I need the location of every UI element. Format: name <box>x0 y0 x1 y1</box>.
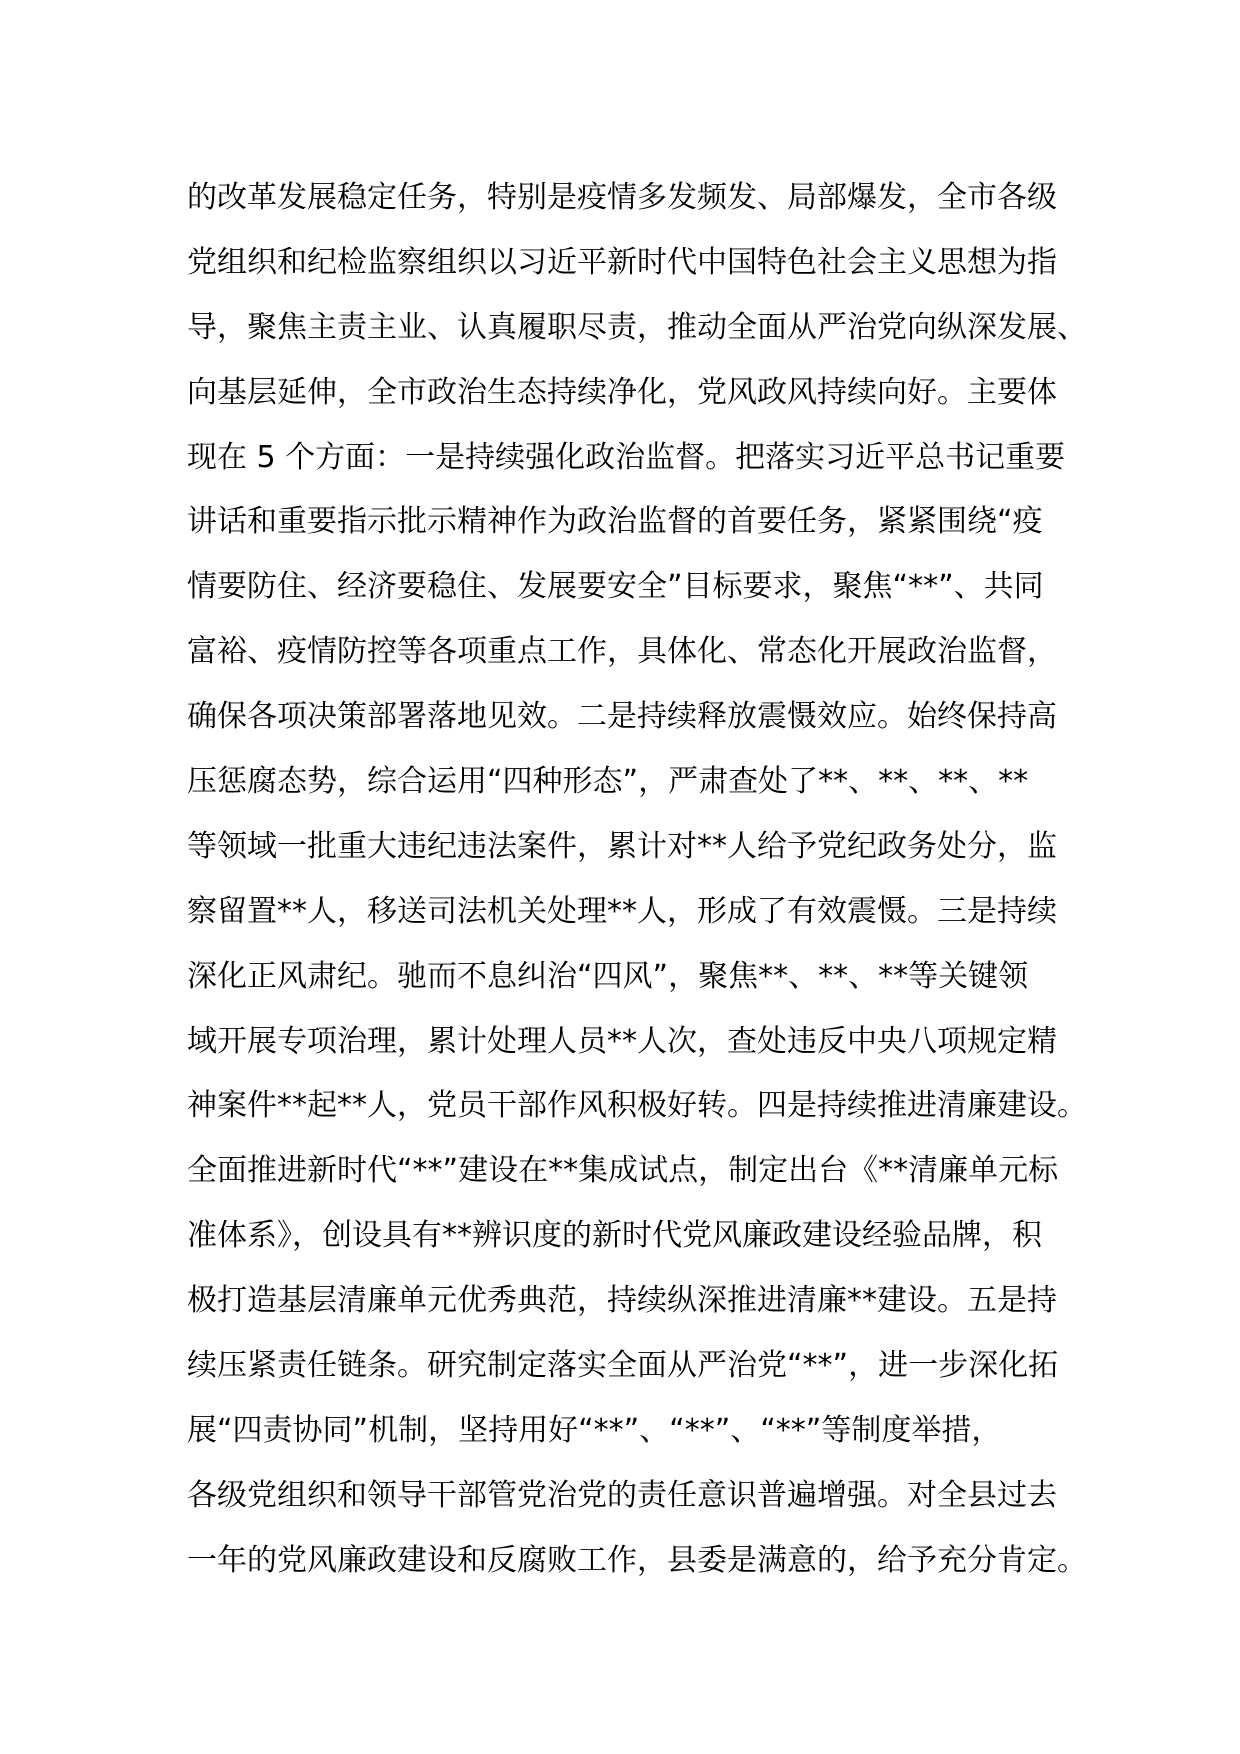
text-line: 现在 5 个方面：一是持续强化政治监督。把落实习近平总书记重要 <box>187 439 1066 475</box>
text-line: 压惩腐态势，综合运用“四种形态”，严肃查处了**、**、**、** <box>187 764 1029 800</box>
text-line: 情要防住、经济要稳住、发展要安全”目标要求，聚焦“**”、共同 <box>187 569 1044 605</box>
text-line: 一年的党风廉政建设和反腐败工作，县委是满意的，给予充分肯定。 <box>187 1542 1087 1578</box>
text-line: 导，聚焦主责主业、认真履职尽责，推动全面从严治党向纵深发展、 <box>187 309 1087 345</box>
text-line: 全面推进新时代“**”建设在**集成试点，制定出台《**清廉单元标 <box>187 1153 1059 1189</box>
text-line: 神案件**起**人，党员干部作风积极好转。四是持续推进清廉建设。 <box>187 1088 1087 1124</box>
body-paragraph <box>187 166 1087 1594</box>
text-line: 各级党组织和领导干部管党治党的责任意识普遍增强。对全县过去 <box>187 1477 1057 1513</box>
text-line: 富裕、疫情防控等各项重点工作，具体化、常态化开展政治监督， <box>187 634 1057 670</box>
text-line: 展“四责协同”机制，坚持用好“**”、“**”、“**”等制度举措， <box>187 1412 1002 1448</box>
text-line: 准体系》，创设具有**辨识度的新时代党风廉政建设经验品牌，积 <box>187 1218 1042 1254</box>
text-line: 域开展专项治理，累计处理人员**人次，查处违反中央八项规定精 <box>187 1023 1057 1059</box>
text-line: 讲话和重要指示批示精神作为政治监督的首要任务，紧紧围绕“疫 <box>187 504 1043 540</box>
text-line: 确保各项决策部署落地见效。二是持续释放震慑效应。始终保持高 <box>187 699 1057 735</box>
text-line: 等领域一批重大违纪违法案件，累计对**人给予党纪政务处分，监 <box>187 828 1057 864</box>
text-line: 党组织和纪检监察组织以习近平新时代中国特色社会主义思想为指 <box>187 244 1057 280</box>
text-line: 的改革发展稳定任务，特别是疫情多发频发、局部爆发，全市各级 <box>187 180 1057 215</box>
text-line: 极打造基层清廉单元优秀典范，持续纵深推进清廉**建设。五是持 <box>187 1283 1057 1319</box>
text-line: 深化正风肃纪。驰而不息纠治“四风”，聚焦**、**、**等关键领 <box>187 958 1029 994</box>
text-line: 续压紧责任链条。研究制定落实全面从严治党“**”，进一步深化拓 <box>187 1348 1059 1384</box>
text-line: 向基层延伸，全市政治生态持续净化，党风政风持续向好。主要体 <box>187 374 1057 410</box>
text-line: 察留置**人，移送司法机关处理**人，形成了有效震慑。三是持续 <box>187 893 1057 929</box>
